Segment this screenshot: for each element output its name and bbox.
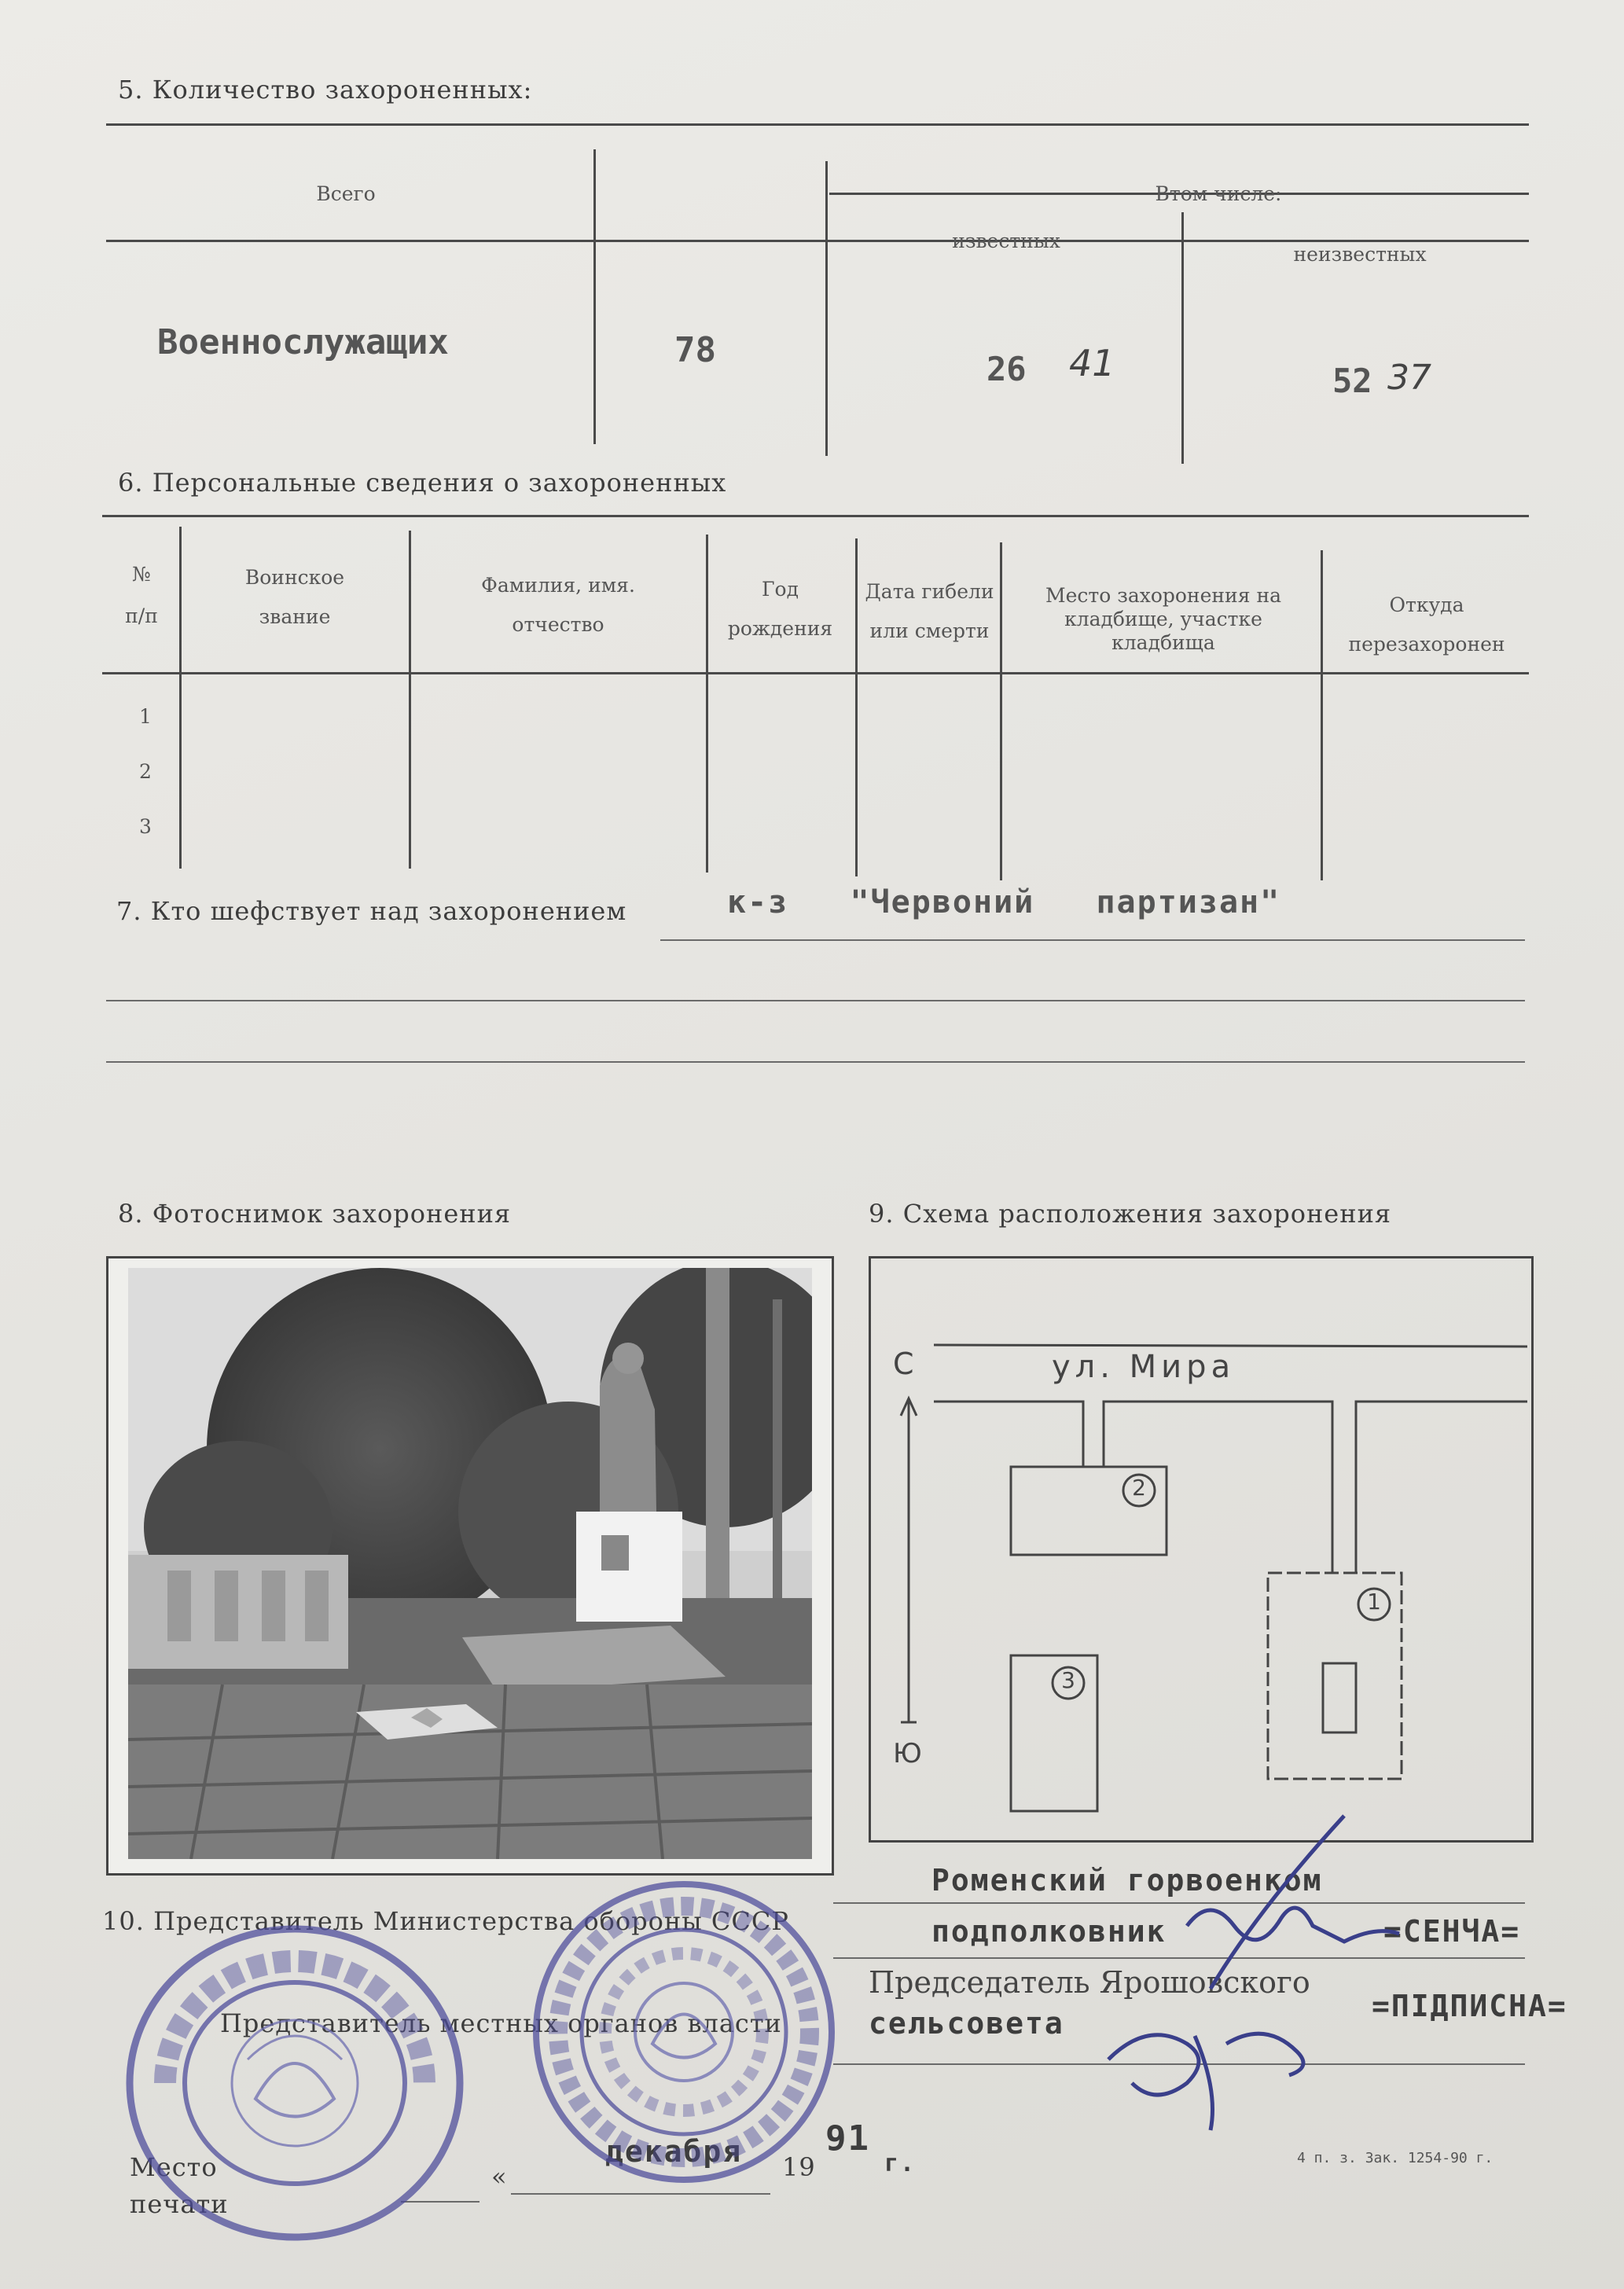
header-birth-year: Год рождения [727,578,833,640]
header-death-date: Дата гибели или смерти [865,580,994,642]
header-burial-place: Место захоронения на кладбище, участке кладбища [1045,584,1282,654]
header-number: № п/п [125,563,158,627]
south-marker: Ю [893,1738,922,1769]
year-prefix: 19 [782,2152,816,2182]
section-5-title: 5. Количество захороненных: [118,75,533,105]
row-number-1: 1 [139,705,152,728]
burial-photo [128,1268,812,1859]
year-suffix: г. [884,2150,917,2177]
header-known: известных [952,230,1060,252]
section-10-title: 10. Представитель Министерства обороны СССР [102,1906,789,1936]
rank-typed: подполковник [931,1914,1167,1949]
chairman-signature [1093,1989,1344,2146]
known-count: 26 [987,350,1027,388]
total-count: 78 [674,330,716,370]
unknown-count-handwritten: 37 [1387,358,1431,398]
chairman-title-line1: Председатель Ярошовского [869,1965,1310,2000]
unknown-count: 52 [1332,362,1372,400]
local-authority-label: Представитель местных органов власти [220,2008,782,2038]
location-scheme [869,1256,1534,1843]
site-1-number: 1 [1367,1589,1381,1615]
seal-place-label-2: печати [130,2189,229,2219]
row-number-2: 2 [139,760,152,783]
burial-photo-frame [106,1256,834,1876]
section-6-title: 6. Персональные сведения о захороненных [118,468,727,498]
chairman-title-line2: сельсовета [869,2006,1064,2041]
commissar-name: =СЕНЧА= [1383,1914,1521,1949]
known-count-handwritten: 41 [1069,342,1115,384]
seal-place-label-1: Место [130,2152,218,2182]
date-year: 91 [825,2118,870,2159]
section-7-label: 7. Кто шефствует над захоронением [116,896,627,926]
row-label-servicemen: Военнослужащих [157,322,449,362]
street-label: ул. Мира [1052,1349,1236,1385]
header-rank: Воинское звание [244,566,345,628]
north-marker: С [893,1347,914,1381]
patron-value: к-з "Червоний партизан" [727,884,1281,920]
section-9-title: 9. Схема расположения захоронения [869,1199,1392,1229]
site-2-number: 2 [1132,1475,1146,1501]
scheme-drawing [871,1258,1531,1840]
header-including: Втом числе: [1155,182,1282,205]
village-council-seal [527,1875,841,2189]
print-info: 4 п. з. Зак. 1254-90 г. [1297,2150,1494,2166]
site-3-number: 3 [1061,1667,1075,1693]
chairman-name: =ПІДПИСНА= [1372,1989,1567,2023]
commissar-signature [1163,1808,1415,2004]
row-number-3: 3 [139,815,152,838]
header-full-name: Фамилия, имя. отчество [481,574,635,636]
date-month: декабря [605,2134,743,2169]
header-reburied-from: Откуда перезахоронен [1348,593,1505,656]
section-8-title: 8. Фотоснимок захоронения [118,1199,512,1229]
commissariat-seal [118,1918,472,2248]
header-total: Всего [316,182,376,205]
date-open-quote: « [491,2162,508,2192]
military-commissar-title: Роменский горвоенком [931,1863,1323,1898]
header-unknown: неизвестных [1293,243,1427,266]
